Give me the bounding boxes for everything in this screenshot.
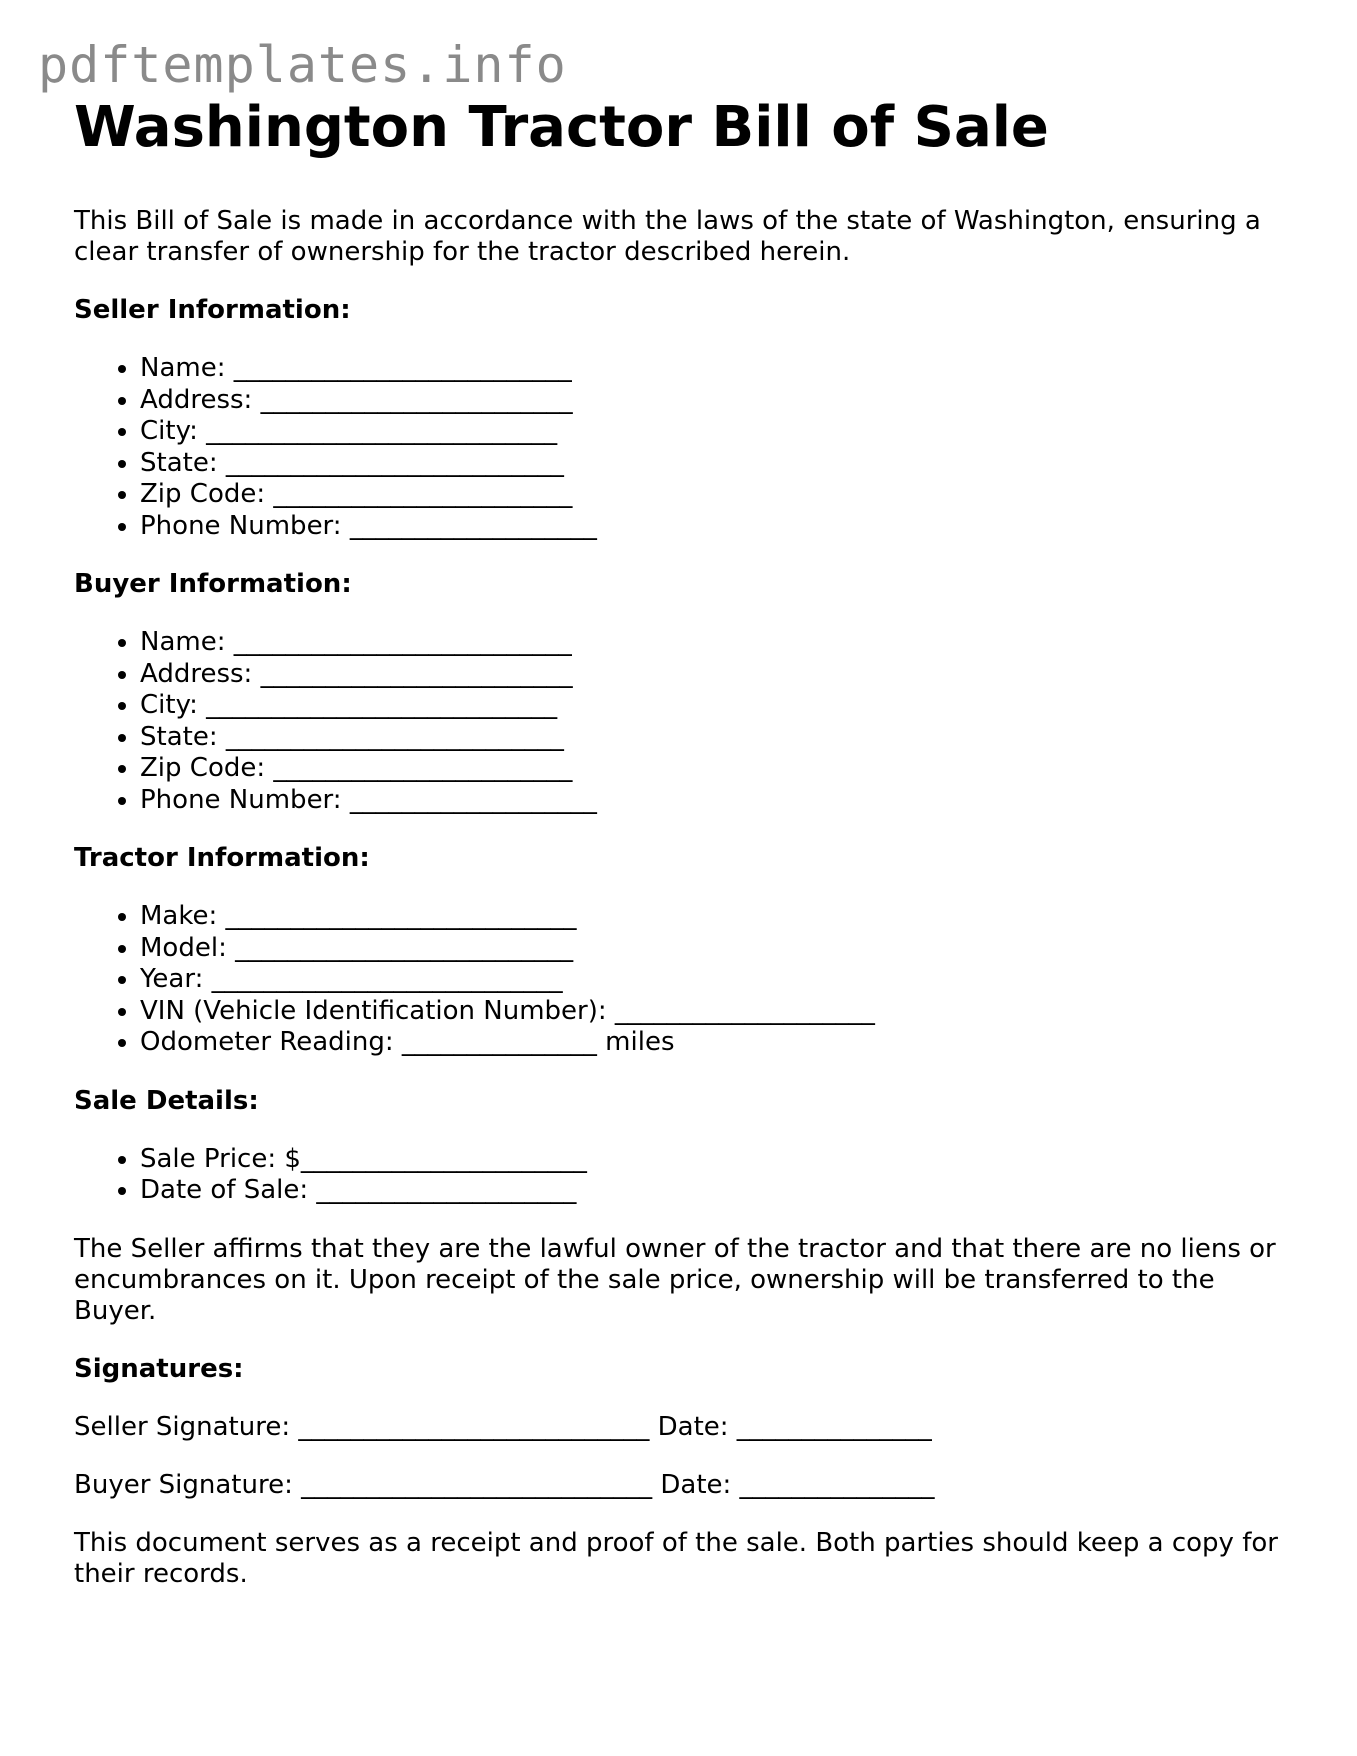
seller-zip-field[interactable]: • Zip Code: _______________________ bbox=[140, 479, 1294, 511]
sale-price-field[interactable]: • Sale Price: $______________________ bbox=[140, 1144, 1294, 1176]
signatures-heading: Signatures: bbox=[74, 1353, 244, 1384]
seller-name-field[interactable]: • Name: __________________________ bbox=[140, 353, 1294, 385]
seller-address-field[interactable]: • Address: ________________________ bbox=[140, 385, 1294, 417]
buyer-phone-field[interactable]: • Phone Number: ___________________ bbox=[140, 785, 1294, 817]
buyer-address-field[interactable]: • Address: ________________________ bbox=[140, 659, 1294, 691]
buyer-list bbox=[74, 627, 1294, 816]
seller-city-field[interactable]: • City: ___________________________ bbox=[140, 416, 1294, 448]
watermark: pdftemplates.info bbox=[38, 36, 567, 94]
buyer-state-field[interactable]: • State: __________________________ bbox=[140, 722, 1294, 754]
tractor-heading: Tractor Information: bbox=[74, 843, 370, 874]
seller-list bbox=[74, 353, 1294, 542]
tractor-vin-field[interactable]: • VIN (Vehicle Identification Number): ____________________ bbox=[140, 996, 1294, 1028]
seller-signature-line[interactable]: Seller Signature: ___________________________ Date: _______________ bbox=[74, 1411, 932, 1442]
tractor-odometer-field[interactable]: • Odometer Reading: _______________ miles bbox=[140, 1027, 1294, 1059]
document-title: Washington Tractor Bill of Sale bbox=[74, 95, 1049, 160]
sale-heading: Sale Details: bbox=[74, 1085, 259, 1116]
buyer-signature-line[interactable]: Buyer Signature: ___________________________ Date: _______________ bbox=[74, 1469, 935, 1500]
tractor-make-field[interactable]: • Make: ___________________________ bbox=[140, 901, 1294, 933]
seller-state-field[interactable]: • State: __________________________ bbox=[140, 448, 1294, 480]
tractor-list bbox=[74, 901, 1294, 1059]
tractor-model-field[interactable]: • Model: __________________________ bbox=[140, 933, 1294, 965]
buyer-name-field[interactable]: • Name: __________________________ bbox=[140, 627, 1294, 659]
buyer-zip-field[interactable]: • Zip Code: _______________________ bbox=[140, 753, 1294, 785]
buyer-heading: Buyer Information: bbox=[74, 569, 352, 600]
seller-heading: Seller Information: bbox=[74, 295, 351, 326]
intro-paragraph: This Bill of Sale is made in accordance with the laws of the state of Washington, ensuring a clear transfer of ownership for the tractor described herein. bbox=[74, 206, 1261, 268]
buyer-city-field[interactable]: • City: ___________________________ bbox=[140, 690, 1294, 722]
affirmation-paragraph: The Seller affirms that they are the lawful owner of the tractor and that there are no liens or encumbrances on it. Upon receipt of the sale price, ownership will be transferred to the Buyer. bbox=[74, 1233, 1276, 1326]
seller-phone-field[interactable]: • Phone Number: ___________________ bbox=[140, 511, 1294, 543]
tractor-year-field[interactable]: • Year: ___________________________ bbox=[140, 964, 1294, 996]
document-body bbox=[74, 96, 1294, 1590]
sale-list bbox=[74, 1144, 1294, 1207]
sale-date-field[interactable]: • Date of Sale: ____________________ bbox=[140, 1175, 1294, 1207]
closing-paragraph: This document serves as a receipt and proof of the sale. Both parties should keep a copy for their records. bbox=[74, 1527, 1278, 1589]
